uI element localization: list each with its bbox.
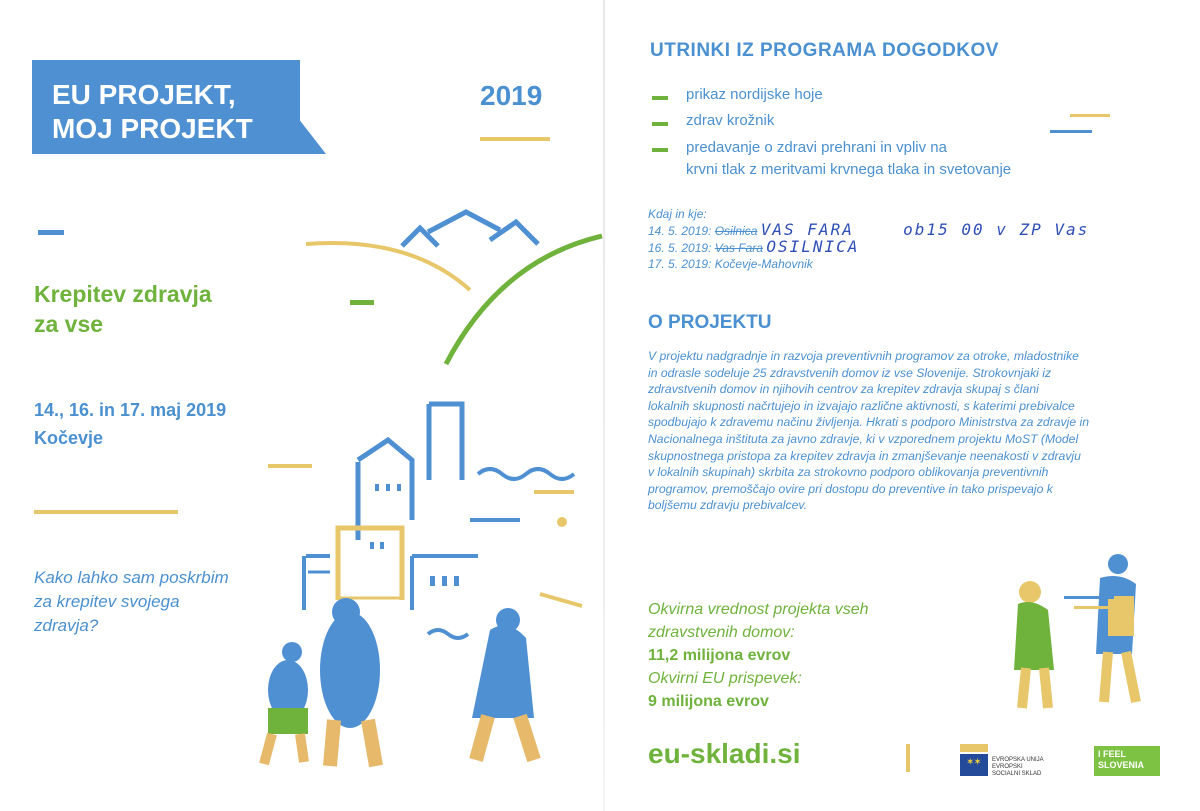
event-dates xyxy=(34,396,226,452)
dash-yellow-3 xyxy=(540,594,582,606)
eu-contribution-amount: 9 milijona evrov xyxy=(648,693,769,710)
about-line: skupnostnega pristopa za krepitev zdravja in zmanjševanje neenakosti v zdravju xyxy=(648,448,1081,463)
ifs-line-1: I FEEL xyxy=(1098,749,1127,759)
schedule xyxy=(648,206,1089,272)
value-label-1: Okvirna vrednost projekta vseh xyxy=(648,601,869,618)
about-paragraph xyxy=(648,348,1168,514)
person-b-head xyxy=(1108,554,1128,574)
tagline xyxy=(34,279,294,339)
hill-green xyxy=(446,236,602,364)
i-feel-slovenia-text xyxy=(1098,749,1144,771)
about-line: spodbujajo k zdravemu načinu življenja. Hkrati s podporo Ministrstva za zdravje in xyxy=(648,415,1089,430)
eu-logo-text: EVROPSKA UNIJA EVROPSKI SOCIALNI SKLAD xyxy=(992,757,1044,777)
struck-location-2: Vas Fara xyxy=(714,241,763,255)
person-b-bag xyxy=(1108,596,1134,636)
handwritten-location-1: VAS FARA xyxy=(760,220,854,239)
question-line-3: zdravja? xyxy=(34,616,99,635)
program-item-2: zdrav krožnik xyxy=(686,112,775,129)
banner-line-2: MOJ PROJEKT xyxy=(52,113,253,144)
person-a-body xyxy=(1014,602,1054,670)
about-heading: O PROJEKTU xyxy=(648,312,772,333)
schedule-date-3: 17. 5. 2019: xyxy=(648,257,712,271)
banner-line-1: EU PROJEKT, xyxy=(52,79,236,110)
person-a-head xyxy=(1019,581,1041,603)
dash-yellow xyxy=(480,137,550,141)
about-line: in odrasle sodeluje 25 zdravstvenih domov iz vse Slovenije. Strokovnjaki iz xyxy=(648,365,1052,380)
about-line: Nacionalnega inštituta za javno zdravje, ki v vzporednem projektu MoST (Model xyxy=(648,431,1079,446)
schedule-date-1: 14. 5. 2019: xyxy=(648,224,712,238)
small-building xyxy=(304,556,330,610)
program-heading: UTRINKI IZ PROGRAMA DOGODKOV xyxy=(650,40,999,61)
schedule-row-2 xyxy=(648,239,1089,256)
person-3-body xyxy=(472,626,534,719)
about-line: zdravstvenih domov in njihovih centrov za krepitev zdravja skupaj s člani xyxy=(648,382,1039,397)
dash-blue-right xyxy=(1050,130,1092,133)
about-line: boljšemu zdravju prebivalcev. xyxy=(648,498,807,513)
eu-contribution-label: Okvirni EU prispevek: xyxy=(648,670,802,687)
schedule-label: Kdaj in kje: xyxy=(648,207,707,221)
dates-line: 14., 16. in 17. maj 2019 xyxy=(34,400,227,420)
ifs-line-2: SLOVENIA xyxy=(1098,760,1145,770)
schedule-date-2: 16. 5. 2019: xyxy=(648,241,712,255)
question-line-2: za krepitev svojega xyxy=(34,592,180,611)
person-1-shorts xyxy=(268,708,308,734)
bullet-3 xyxy=(652,148,668,152)
struck-location-1: Osilnica xyxy=(714,224,758,238)
person-1-head xyxy=(282,642,302,662)
wave-2 xyxy=(428,630,468,638)
year-label: 2019 xyxy=(480,80,543,111)
eu-flag-icon: ✶✶ xyxy=(960,754,988,776)
value-label-2: zdravstvenih domov: xyxy=(648,624,795,641)
tower xyxy=(429,404,462,480)
mountain-2 xyxy=(428,212,500,232)
schedule-row-1 xyxy=(648,222,1089,239)
dash-blue xyxy=(38,230,64,235)
project-value xyxy=(648,598,928,713)
schedule-row-3 xyxy=(648,256,1089,272)
program-item-3b: krvni tlak z meritvami krvnega tlaka in svetovanje xyxy=(686,161,1012,178)
bullet-1 xyxy=(652,96,668,100)
yellow-building xyxy=(338,528,402,600)
hill-yellow xyxy=(306,243,470,290)
dash-yellow-long xyxy=(34,510,178,514)
website-link[interactable]: eu-skladi.si xyxy=(648,738,801,769)
about-line: lokalnih skupnosti načrtujejo in izvajajo različne aktivnosti, s katerimi prebivalce xyxy=(648,398,1075,413)
illustration-right xyxy=(1000,548,1180,718)
program-item-1: prikaz nordijske hoje xyxy=(686,86,823,103)
divider-yellow xyxy=(906,744,910,772)
bullet-2 xyxy=(652,122,668,126)
program-item-3a: predavanje o zdravi prehrani in vpliv na xyxy=(686,139,947,156)
dash-yellow-right xyxy=(1070,114,1110,117)
sun-dot xyxy=(557,517,567,527)
house-roof xyxy=(358,440,412,520)
tagline-line-1: Krepitev zdravja xyxy=(34,281,212,307)
value-amount: 11,2 milijona evrov xyxy=(648,647,791,664)
wave-1 xyxy=(478,469,574,479)
handwritten-location-2: OSILNICA xyxy=(766,237,860,256)
question xyxy=(34,566,274,638)
mountain-3 xyxy=(490,222,538,244)
about-line: programov, premoščajo ovire pri dostopu do preventive in tako prispevajo k xyxy=(648,481,1053,496)
tagline-line-2: za vse xyxy=(34,311,104,337)
schedule-location-3: Kočevje-Mahovnik xyxy=(714,257,813,271)
person-2-body xyxy=(320,612,380,728)
question-line-1: Kako lahko sam poskrbim xyxy=(34,568,229,587)
about-line: v lokalnih skupinah) skrbita za strokovno podporo oblikovanja preventivnih xyxy=(648,465,1049,480)
location-line: Kočevje xyxy=(34,428,104,448)
dash-green xyxy=(350,300,374,305)
handwritten-time-1: ob15 00 v ZP Vas xyxy=(903,220,1090,239)
about-line: V projektu nadgradnje in razvoja preventivnih programov za otroke, mladostnike xyxy=(648,349,1079,363)
